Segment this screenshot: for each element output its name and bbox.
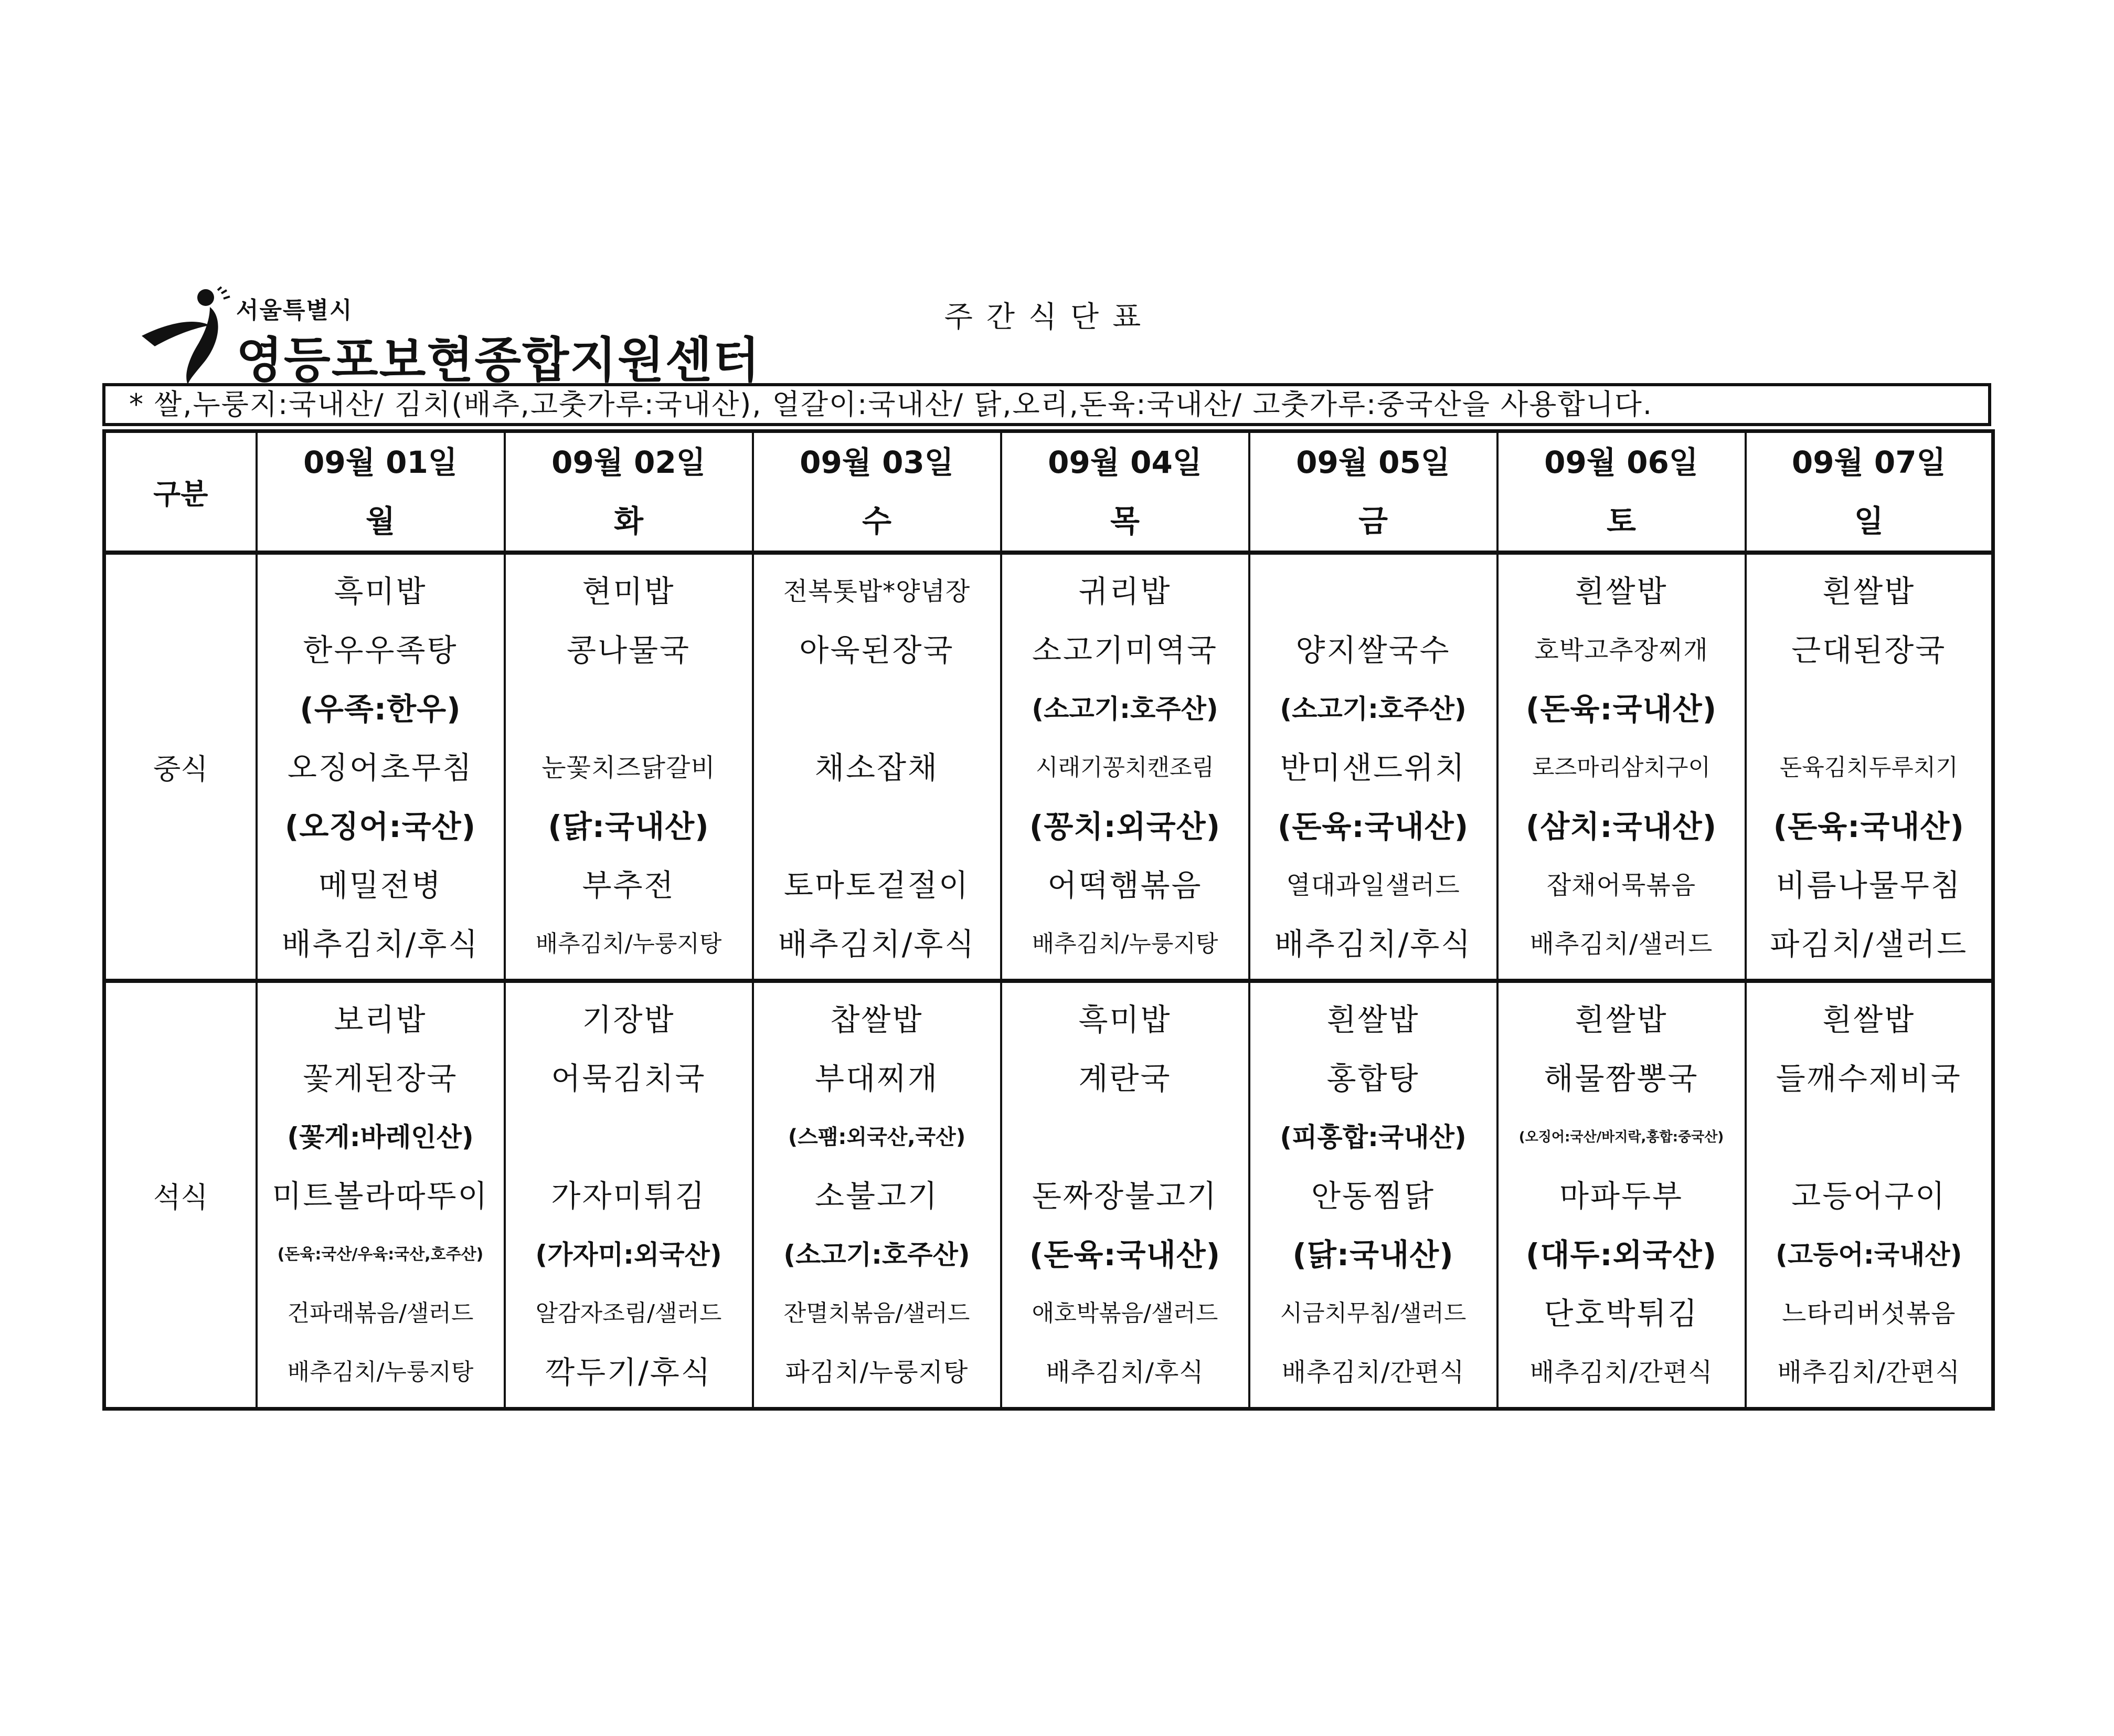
menu-item: 열대과일샐러드 [1286, 871, 1460, 900]
origin-note: (꽁치:외국산) [1029, 809, 1221, 844]
menu-item: 해물짬뽕국 [1544, 1061, 1699, 1096]
menu-item: 배추김치/간편식 [1529, 1358, 1713, 1387]
menu-cell [1001, 553, 1249, 981]
origin-note: (스팸:외국산,국산) [788, 1125, 966, 1149]
menu-item: 파김치/샐러드 [1770, 926, 1968, 962]
menu-item: 흰쌀밥 [1822, 574, 1916, 609]
menu-item: 소고기미역국 [1032, 632, 1218, 668]
origin-note: (오징어:국산) [284, 809, 476, 844]
origin-note: (대두:외국산) [1525, 1237, 1717, 1273]
menu-list [754, 555, 1000, 979]
menu-list [506, 555, 752, 979]
menu-item: 돈육김치두루치기 [1779, 754, 1958, 781]
menu-item: 배추김치/샐러드 [1529, 929, 1713, 959]
menu-item: 시래기꽁치캔조림 [1035, 754, 1215, 781]
day-date: 09월 01일 [303, 444, 458, 480]
menu-list [258, 983, 504, 1407]
menu-item: 반미샌드위치 [1280, 750, 1467, 786]
menu-item: 배추김치/누룽지탕 [1032, 930, 1218, 957]
origin-note: (소고기:호주산) [1280, 694, 1467, 724]
origin-notice: * 쌀,누룽지:국내산/ 김치(배추,고춧가루:국내산), 얼갈이:국내산/ 닭,오리,돈육:국내산/ 고춧가루:중국산을 사용합니다. [102, 383, 1991, 426]
menu-cell [257, 981, 505, 1409]
menu-item: 들깨수제비국 [1776, 1061, 1962, 1096]
menu-list [754, 983, 1000, 1407]
origin-note [1747, 1108, 1992, 1167]
menu-item: 가자미튀김 [551, 1178, 706, 1214]
menu-item: 한우우족탕 [303, 632, 458, 668]
header-row [104, 431, 1993, 553]
menu-item: 돈짜장불고기 [1032, 1178, 1218, 1214]
menu-item: 흰쌀밥 [1575, 1002, 1668, 1038]
menu-item: 흰쌀밥 [1575, 574, 1668, 609]
menu-list [1002, 555, 1248, 979]
origin-note: (닭:국내산) [1292, 1237, 1454, 1273]
day-date: 09월 04일 [1048, 444, 1202, 480]
menu-item: 근대된장국 [1791, 632, 1947, 668]
org-logo [131, 286, 761, 391]
menu-list [1747, 555, 1992, 979]
menu-item: 흰쌀밥 [1822, 1002, 1916, 1038]
day-date: 09월 02일 [551, 444, 706, 480]
menu-item: 잔멸치볶음/샐러드 [783, 1300, 970, 1327]
menu-item: 건파래볶음/샐러드 [287, 1300, 474, 1327]
menu-item: 꽃게된장국 [303, 1061, 458, 1096]
origin-note [1002, 1108, 1248, 1167]
menu-item: 깍두기/후식 [545, 1354, 712, 1390]
menu-item: 미트볼라따뚜이 [272, 1178, 489, 1214]
menu-item: 비름나물무침 [1776, 867, 1962, 903]
menu-item: 아욱된장국 [799, 632, 954, 668]
menu-item: 현미밥 [582, 574, 675, 609]
origin-note: (돈육:국내산) [1029, 1237, 1221, 1273]
day-weekday: 화 [613, 503, 644, 539]
day-date: 09월 03일 [800, 444, 954, 480]
menu-item: 귀리밥 [1078, 574, 1172, 609]
menu-item: 파김치/누룽지탕 [785, 1358, 969, 1387]
menu-item: 배추김치/후식 [1274, 926, 1472, 962]
day-header [1249, 431, 1497, 553]
menu-item: 로즈마리삼치구이 [1532, 754, 1711, 781]
day-weekday: 수 [862, 503, 892, 539]
meal-label: 석식 [104, 981, 257, 1409]
day-weekday: 일 [1854, 503, 1884, 539]
menu-cell [1746, 553, 1993, 981]
day-header [257, 431, 505, 553]
menu-cell [1497, 981, 1746, 1409]
menu-item: 오징어초무침 [287, 750, 474, 786]
dinner-row [104, 981, 1993, 1409]
origin-note [1747, 680, 1992, 738]
lunch-row [104, 553, 1993, 981]
menu-item: 배추김치/간편식 [1281, 1358, 1465, 1387]
day-date: 09월 06일 [1544, 444, 1698, 480]
menu-item: 배추김치/누룽지탕 [535, 930, 722, 957]
menu-item: 채소잡채 [814, 750, 939, 786]
day-header [1001, 431, 1249, 553]
day-header [505, 431, 753, 553]
day-header [753, 431, 1001, 553]
menu-list [1250, 983, 1496, 1407]
menu-item: 호박고추장찌개 [1534, 636, 1708, 665]
corner-label: 구분 [104, 431, 257, 553]
menu-item: 애호박볶음/샐러드 [1032, 1300, 1218, 1327]
menu-item: 배추김치/후식 [281, 926, 480, 962]
origin-note: (꽃게:바레인산) [287, 1122, 474, 1152]
origin-note: (삼치:국내산) [1525, 809, 1717, 844]
menu-item: 보리밥 [334, 1002, 427, 1038]
origin-note [506, 680, 752, 738]
menu-item: 기장밥 [582, 1002, 675, 1038]
menu-item: 배추김치/후식 [778, 926, 976, 962]
menu-item: 배추김치/후식 [1046, 1358, 1204, 1387]
menu-item: 알감자조림/샐러드 [535, 1300, 722, 1327]
menu-item: 단호박튀김 [1544, 1296, 1699, 1331]
origin-note: (소고기:호주산) [783, 1240, 970, 1270]
org-emblem-icon [131, 286, 236, 386]
day-header [1746, 431, 1993, 553]
origin-note [754, 797, 1000, 856]
menu-item: 전복톳밥*양념장 [783, 577, 971, 606]
menu-list [1499, 983, 1745, 1407]
menu-cell [1249, 553, 1497, 981]
menu-cell [753, 553, 1001, 981]
menu-list [1002, 983, 1248, 1407]
menu-item: 어묵김치국 [551, 1061, 706, 1096]
menu-item: 흑미밥 [1078, 1002, 1172, 1038]
menu-list [506, 983, 752, 1407]
menu-cell [1746, 981, 1993, 1409]
origin-note [754, 680, 1000, 738]
meal-label: 중식 [104, 553, 257, 981]
menu-item: 부대찌개 [814, 1061, 939, 1096]
menu-list [1499, 555, 1745, 979]
origin-note: (오징어:국산/바지락,홍합:중국산) [1518, 1129, 1724, 1145]
origin-note: (가자미:외국산) [535, 1240, 722, 1270]
menu-item: 부추전 [582, 867, 675, 903]
menu-list [1747, 983, 1992, 1407]
day-weekday: 토 [1606, 503, 1637, 539]
menu-item: 배추김치/간편식 [1777, 1358, 1961, 1387]
org-sub-label: 서울특별시 [236, 297, 353, 324]
menu-cell [505, 981, 753, 1409]
origin-note: (돈육:국내산) [1525, 691, 1717, 727]
menu-cell [257, 553, 505, 981]
origin-note: (피홍합:국내산) [1280, 1122, 1467, 1152]
menu-item: 잡채어묵볶음 [1546, 871, 1696, 900]
origin-note [506, 1108, 752, 1167]
menu-item: 계란국 [1078, 1061, 1172, 1096]
origin-note: (고등어:국내산) [1776, 1240, 1962, 1270]
origin-note: (돈육:국내산) [1773, 809, 1964, 844]
origin-note: (돈육:국산/우육:국산,호주산) [277, 1245, 484, 1264]
menu-cell [1497, 553, 1746, 981]
page-title: 주간식단표 [944, 300, 1155, 334]
menu-item: 홍합탕 [1326, 1061, 1420, 1096]
day-weekday: 목 [1110, 503, 1140, 539]
org-name: 영등포보현종합지원센터 [236, 332, 761, 388]
menu-cell [753, 981, 1001, 1409]
menu-cell [1001, 981, 1249, 1409]
day-date: 09월 07일 [1791, 444, 1946, 480]
menu-item [1250, 562, 1496, 621]
menu-item: 흑미밥 [334, 574, 427, 609]
menu-item: 배추김치/누룽지탕 [287, 1359, 474, 1385]
origin-note: (닭:국내산) [548, 809, 709, 844]
menu-item: 어떡햄볶음 [1047, 867, 1203, 903]
menu-list [258, 555, 504, 979]
origin-note: (소고기:호주산) [1032, 694, 1218, 724]
origin-note: (우족:한우) [300, 691, 461, 727]
menu-item: 흰쌀밥 [1326, 1002, 1420, 1038]
origin-note: (돈육:국내산) [1277, 809, 1469, 844]
day-weekday: 월 [365, 503, 396, 539]
menu-item: 소불고기 [814, 1178, 939, 1214]
menu-item: 메밀전병 [318, 867, 443, 903]
menu-item: 토마토겉절이 [783, 867, 970, 903]
menu-item: 양지쌀국수 [1295, 632, 1451, 668]
menu-cell [505, 553, 753, 981]
menu-item: 눈꽃치즈닭갈비 [541, 753, 716, 782]
menu-item: 느타리버섯볶음 [1781, 1299, 1956, 1328]
menu-item: 안동찜닭 [1311, 1178, 1436, 1214]
menu-item: 시금치무침/샐러드 [1280, 1300, 1467, 1327]
day-header [1497, 431, 1746, 553]
menu-list [1250, 555, 1496, 979]
menu-item: 콩나물국 [566, 632, 691, 668]
day-date: 09월 05일 [1296, 444, 1450, 480]
menu-cell [1249, 981, 1497, 1409]
menu-item: 찹쌀밥 [830, 1002, 923, 1038]
menu-item: 마파두부 [1559, 1178, 1684, 1214]
weekly-menu-table [102, 429, 1995, 1411]
day-weekday: 금 [1358, 503, 1388, 539]
menu-item: 고등어구이 [1791, 1178, 1947, 1214]
